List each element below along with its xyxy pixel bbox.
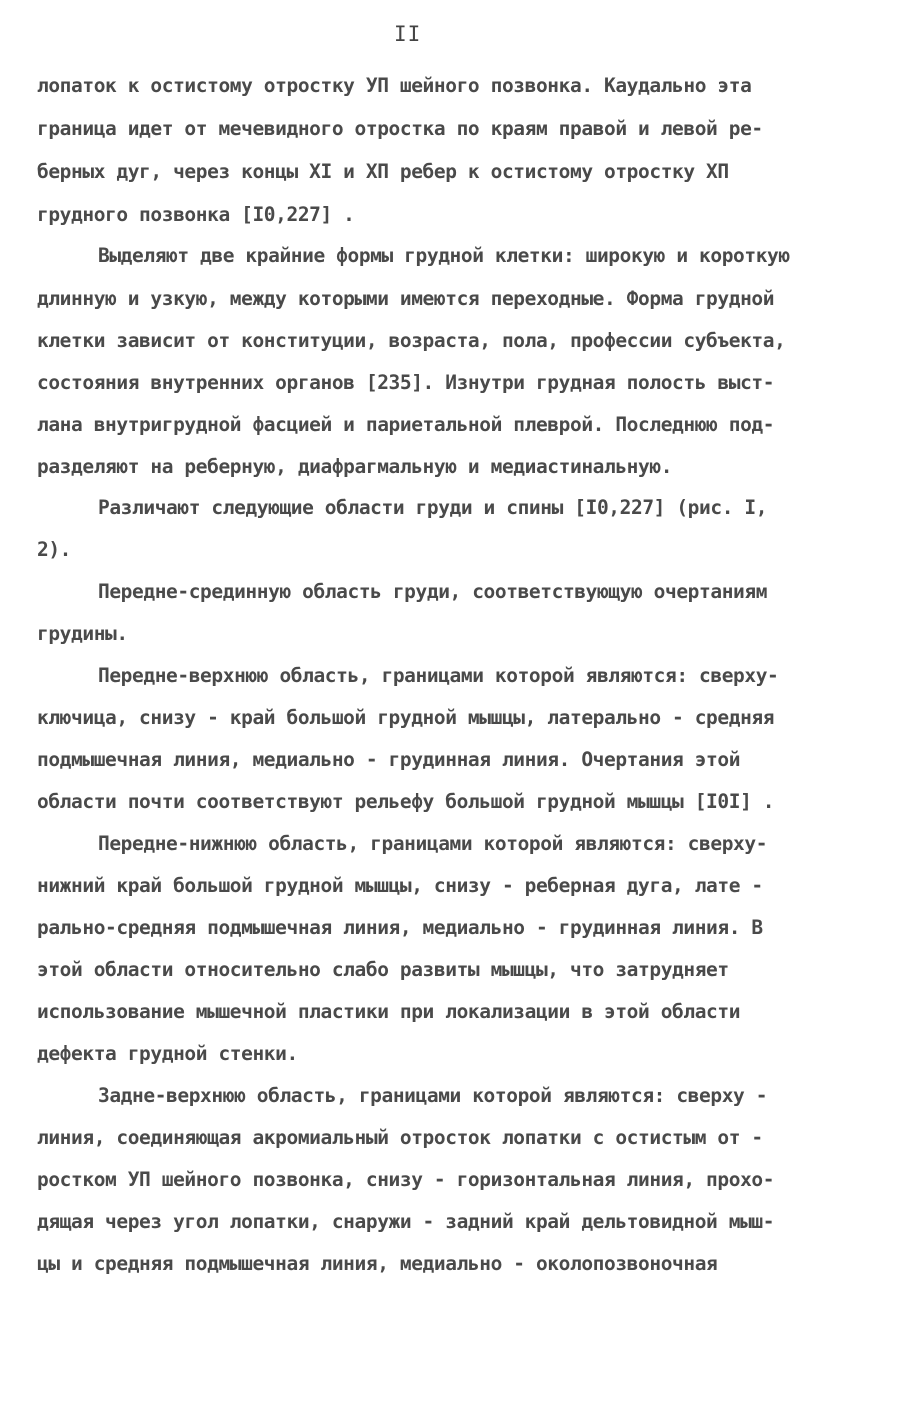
text-line: лана внутригрудной фасцией и париетальной плеврой. Последнюю под-	[37, 413, 775, 436]
text-line: состояния внутренних органов [235]. Изнутри грудная полость выст-	[37, 371, 775, 394]
text-line: Выделяют две крайние формы грудной клетки: широкую и короткую	[98, 244, 790, 267]
text-line: области почти соответствуют рельефу большой грудной мышцы [I0I] .	[37, 790, 775, 813]
text-line: линия, соединяющая акромиальный отросток лопатки с остистым от -	[37, 1126, 763, 1149]
text-line: разделяют на реберную, диафрагмальную и медиастинальную.	[37, 455, 673, 478]
text-line: нижний край большой грудной мышцы, снизу - реберная дуга, лате -	[37, 874, 763, 897]
text-line: граница идет от мечевидного отростка по краям правой и левой ре-	[37, 117, 763, 140]
text-line: 2).	[37, 538, 72, 561]
text-line: рально-средняя подмышечная линия, медиально - грудинная линия. В	[37, 916, 763, 939]
text-line: Различают следующие области груди и спины [I0,227] (рис. I,	[98, 496, 768, 519]
text-line: этой области относительно слабо развиты мышцы, что затрудняет	[37, 958, 729, 981]
text-line: Передне-верхнюю область, границами которой являются: сверху-	[98, 664, 779, 687]
text-line: дефекта грудной стенки.	[37, 1042, 298, 1065]
text-line: ключица, снизу - край большой грудной мышцы, латерально - средняя	[37, 706, 775, 729]
text-line: подмышечная линия, медиально - грудинная линия. Очертания этой	[37, 748, 741, 771]
text-line: Передне-нижнюю область, границами которой являются: сверху-	[98, 832, 768, 855]
text-line: Передне-срединную область груди, соответствующую очертаниям	[98, 580, 768, 603]
text-line: берных дуг, через концы XI и XП ребер к остистому отростку XП	[37, 160, 729, 183]
text-line: длинную и узкую, между которыми имеются переходные. Форма грудной	[37, 287, 775, 310]
text-line: ростком УП шейного позвонка, снизу - горизонтальная линия, прохо-	[37, 1168, 775, 1191]
text-line: Задне-верхнюю область, границами которой являются: сверху -	[98, 1084, 768, 1107]
text-line: клетки зависит от конституции, возраста, пола, профессии субъекта,	[37, 329, 786, 352]
text-line: дящая через угол лопатки, снаружи - задний край дельтовидной мыш-	[37, 1210, 775, 1233]
text-line: цы и средняя подмышечная линия, медиально - околопозвоночная	[37, 1252, 718, 1275]
text-line: использование мышечной пластики при локализации в этой области	[37, 1000, 741, 1023]
text-line: лопаток к остистому отростку УП шейного позвонка. Каудально эта	[37, 74, 752, 97]
page-number: II	[394, 22, 422, 46]
text-line: грудины.	[37, 622, 128, 645]
text-line: грудного позвонка [I0,227] .	[37, 203, 355, 226]
